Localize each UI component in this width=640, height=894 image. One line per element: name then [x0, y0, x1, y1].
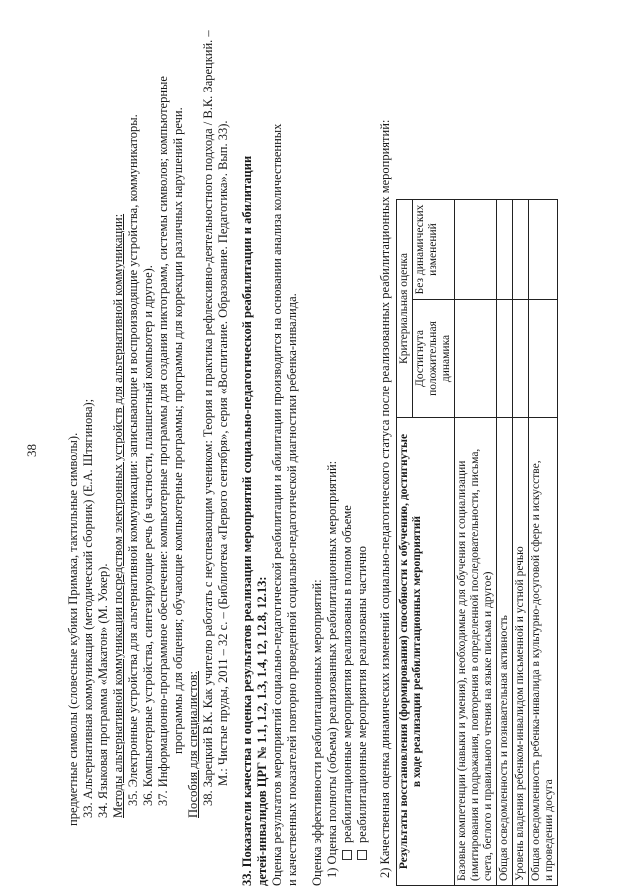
rehabilitation-results-table [396, 199, 558, 886]
table-cell-none[interactable] [529, 200, 558, 300]
table-cell-none[interactable] [455, 200, 497, 300]
table-cell-none[interactable] [497, 200, 513, 300]
table-cell-positive[interactable] [513, 300, 529, 418]
table-cell-result: Общая осведомленность ребенка-инвалида в культурно-досуговой сфере и искусстве, и проведении досуга [529, 418, 558, 886]
paragraph-line: и качественных показателей повторно проведенной социально-педагогической диагностики ребенка-инвалида. [285, 293, 299, 886]
criterion-2: 2) Качественная оценка динамических изменений социально-педагогического статуса после реализованных реабилитационных мероприятий: [378, 119, 392, 878]
checkbox-full: реабилитационные мероприятия реализованы в полном объеме [340, 505, 355, 860]
effectiveness-heading: Оценка эффективности реабилитационных мероприятий: [310, 579, 324, 886]
table-cell-result: Базовые компетенции (навыки и умения), необходимые для обучения и социализации (имитирования и подражания, повторения в определенной последовательности, письма, счета, беглого и правильного чтения на языке письма и другое) [455, 418, 497, 886]
page-number: 38 [24, 444, 39, 457]
table-cell-positive[interactable] [529, 300, 558, 418]
section-33-title: 33. Показатели качества и оценка результатов реализации мероприятий социально-педагогической реабилитации и абилитации [240, 155, 254, 886]
checkbox-icon [357, 850, 367, 860]
table-cell-result: Общая осведомленность и познавательная активность [497, 418, 513, 886]
checkbox-partial: реабилитационные мероприятия реализованы частично [355, 546, 370, 860]
section-33-title-cont: детей-инвалидов ЦРГ № 1.1, 1.2, 1.3, 1.4, 12, 12.8, 12.13: [255, 576, 269, 886]
list-item-35: 35. Электронные устройства для альтернативной коммуникации: записывающие и воспроизводящие устройства, коммуникаторы. [126, 114, 140, 806]
table-cell-none[interactable] [513, 200, 529, 300]
list-item-33: 33. Альтернативная коммуникация (методический сборник) (Е.А. Штягинова); [81, 398, 95, 818]
table-row [497, 200, 513, 886]
table-header-row [397, 200, 413, 886]
table-row [529, 200, 558, 886]
list-item-36: 36. Компьютерные устройства, синтезирующие речь (в частности, планшетный компьютер и другое). [141, 265, 155, 806]
table-cell-positive[interactable] [497, 300, 513, 418]
list-item-37-cont: программы для общения; обучающие компьютерные программы; программы для коррекции различных нарушений речи. [171, 107, 185, 754]
manuals-heading: Пособия для специалистов: [186, 670, 200, 818]
table-cell-result: Уровень владения ребенком-инвалидом письменной и устной речью [513, 418, 529, 886]
table-row [455, 200, 497, 886]
criterion-1: 1) Оценка полноты (объема) реализованных реабилитационных мероприятий: [325, 460, 339, 878]
list-item-38-cont: М.: Чистые пруды, 2011 – 32 с. – (Библиотека «Первого сентября», серия «Воспитание. Образование. Педагогика». Вып. 33). [216, 120, 230, 786]
header-no-dynamics: Без динамических изменений [413, 200, 455, 300]
text-line: предметные символы (словесные кубики Примака, тактильные символы). [66, 432, 80, 826]
header-criteria: Критериальная оценка [397, 200, 413, 418]
methods-heading: Методы альтернативной коммуникации посредством электронных устройств для альтернативной коммуникации: [111, 213, 125, 818]
list-item-34: 34. Языковая программа «Макатон» (М. Уокер). [96, 563, 110, 818]
paragraph-line: Оценка результатов мероприятий социально-педагогической реабилитации и абилитации производится на основании анализа количественных [270, 123, 284, 886]
header-results: Результаты восстановления (формирования) способности к обучению, достигнутые в ходе реализации реабилитационных мероприятий [397, 418, 455, 886]
list-item-38: 38. Зарецкий В.К. Как учителю работать с неуспевающим учеником: Теория и практика рефлексивно-деятельностного подхода / В.К. Зарецкий. – [201, 30, 215, 806]
table-row [513, 200, 529, 886]
checkbox-icon [342, 850, 352, 860]
list-item-37: 37. Информационно-программное обеспечение: компьютерные программы для создания пиктограмм, системы символов; компьютерные [156, 76, 170, 806]
header-positive-dynamics: Достигнута положительная динамика [413, 300, 455, 418]
table-cell-positive[interactable] [455, 300, 497, 418]
